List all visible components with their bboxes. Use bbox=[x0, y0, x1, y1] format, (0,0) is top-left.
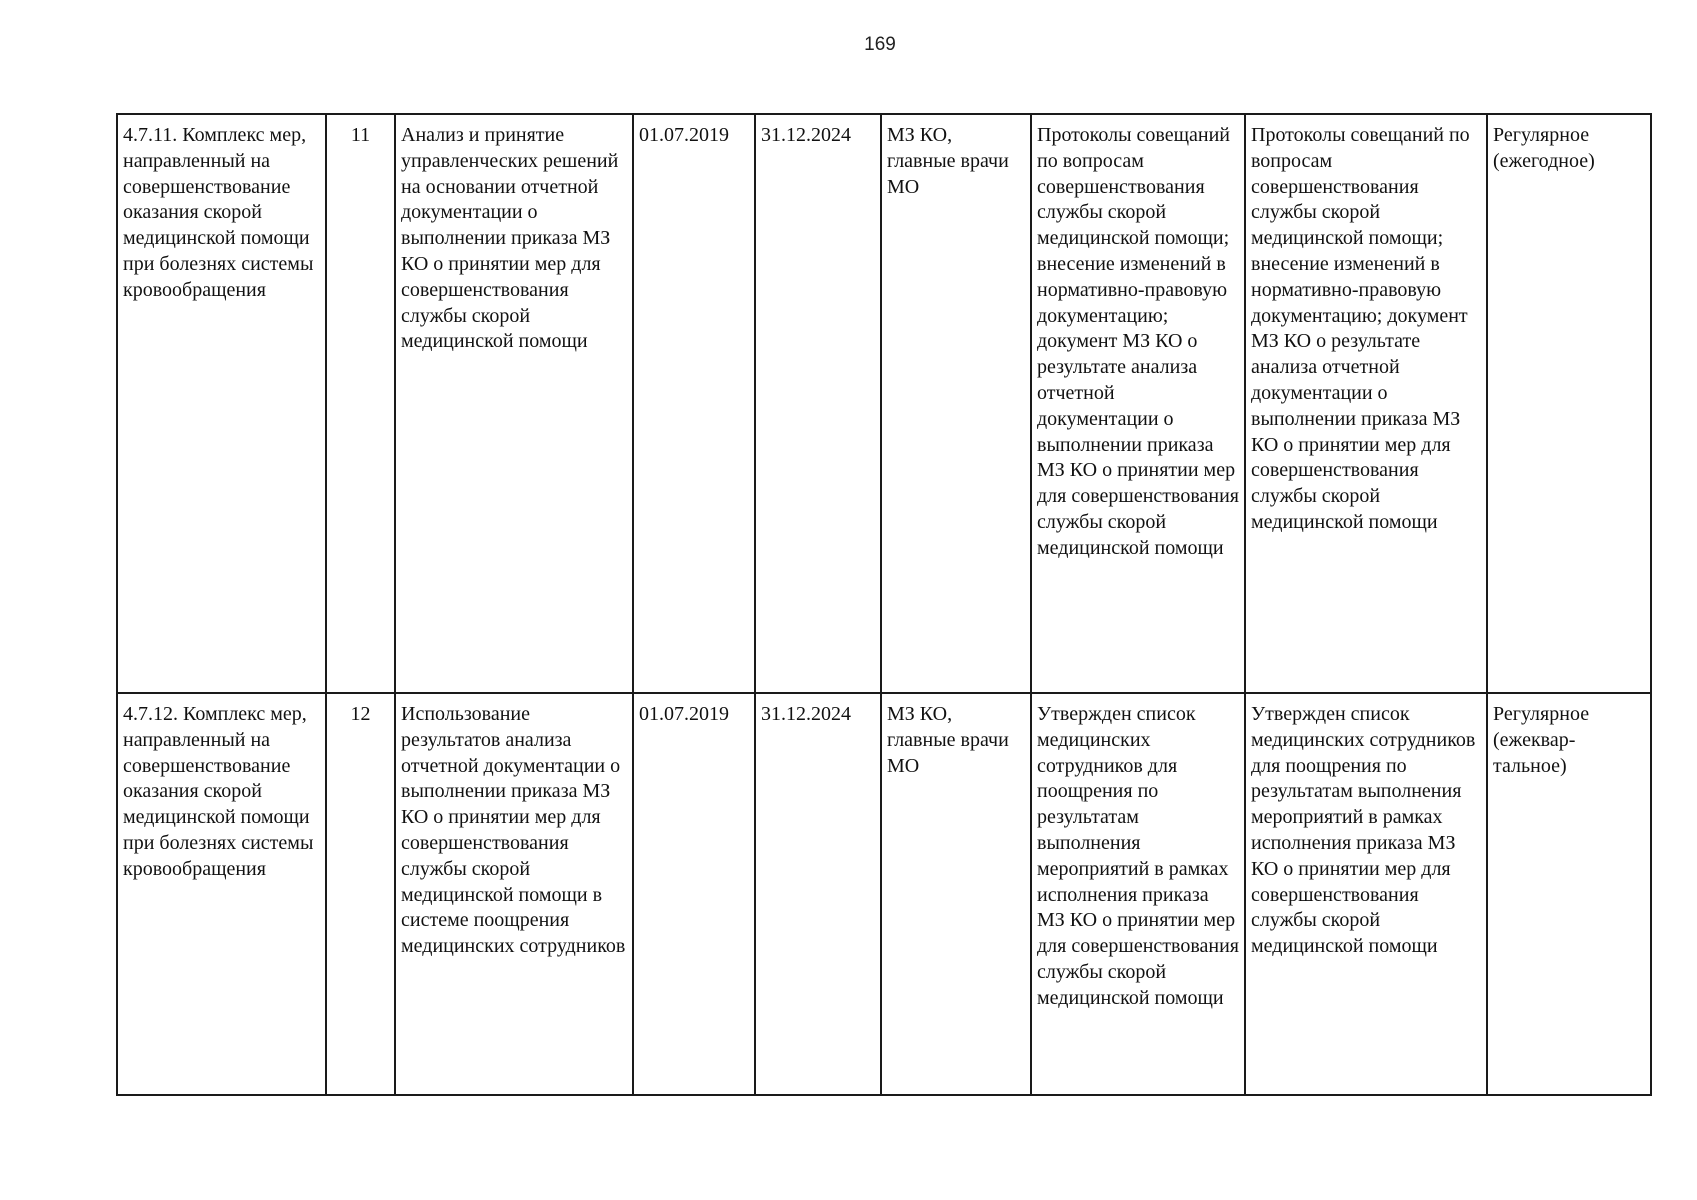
control-document-cell: Утвержден список медицинских сотрудников для поощрения по результатам выполнения мероприятий в рамках исполнения приказа МЗ КО о принятии мер для совершенствования службы скорой медицинской помощи bbox=[1245, 693, 1487, 1095]
result-cell: Утвержден список медицинских сотрудников для поощрения по результатам выполнения мероприятий в рамках исполнения приказа МЗ КО о принятии мер для совершенствования службы скорой медицинской помощи bbox=[1031, 693, 1245, 1095]
item-number-cell: 11 bbox=[326, 114, 395, 693]
start-date-cell: 01.07.2019 bbox=[633, 114, 755, 693]
frequency-cell: Регулярное (ежегодное) bbox=[1487, 114, 1651, 693]
description-cell: Использование результатов анализа отчетной документации о выполнении приказа МЗ КО о принятии мер для совершенствования службы скорой медицинской помощи в системе поощрения медицинских сотрудников bbox=[395, 693, 633, 1095]
description-cell: Анализ и принятие управленческих решений на основании отчетной документации о выполнении приказа МЗ КО о принятии мер для совершенствования службы скорой медицинской помощи bbox=[395, 114, 633, 693]
frequency-cell: Регулярное (ежеквар-тальное) bbox=[1487, 693, 1651, 1095]
page-number: 169 bbox=[864, 34, 896, 55]
responsible-cell: МЗ КО, главные врачи МО bbox=[881, 114, 1031, 693]
event-name-cell: 4.7.12. Комплекс мер, направленный на совершенствование оказания скорой медицинской помощи при болезнях системы кровообращения bbox=[117, 693, 326, 1095]
end-date-cell: 31.12.2024 bbox=[755, 114, 881, 693]
end-date-cell: 31.12.2024 bbox=[755, 693, 881, 1095]
item-number-cell: 12 bbox=[326, 693, 395, 1095]
table-row bbox=[117, 693, 1651, 1095]
start-date-cell: 01.07.2019 bbox=[633, 693, 755, 1095]
event-name-cell: 4.7.11. Комплекс мер, направленный на совершенствование оказания скорой медицинской помощи при болезнях системы кровообращения bbox=[117, 114, 326, 693]
result-cell: Протоколы совещаний по вопросам совершенствования службы скорой медицинской помощи; внесение изменений в нормативно-правовую документацию; документ МЗ КО о результате анализа отчетной документации о выполнении приказа МЗ КО о принятии мер для совершенствования службы скорой медицинской помощи bbox=[1031, 114, 1245, 693]
control-document-cell: Протоколы совещаний по вопросам совершенствования службы скорой медицинской помощи; внесение изменений в нормативно-правовую документацию; документ МЗ КО о результате анализа отчетной документации о выполнении приказа МЗ КО о принятии мер для совершенствования службы скорой медицинской помощи bbox=[1245, 114, 1487, 693]
responsible-cell: МЗ КО, главные врачи МО bbox=[881, 693, 1031, 1095]
table-row bbox=[117, 114, 1651, 693]
action-plan-table bbox=[116, 113, 1652, 1096]
